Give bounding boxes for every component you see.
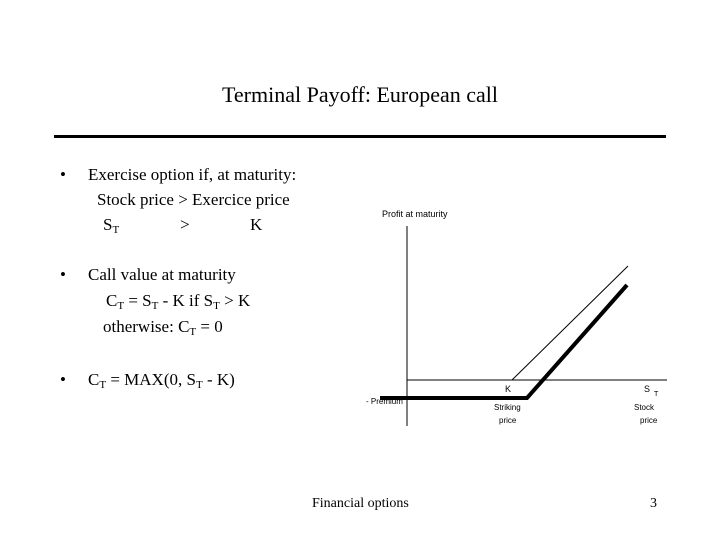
otherwise-text: otherwise: C [103,317,190,336]
greater-k-text: > K [219,291,251,310]
equals-zero-text: = 0 [196,317,223,336]
stock-label-1: Stock [634,403,655,412]
profit-line [380,285,627,398]
bullet-1-line-2: Stock price > Exercice price [97,190,290,209]
payoff-line [512,266,628,380]
bullet-2-line-1: Call value at maturity [88,265,236,284]
greater-than-symbol: > [180,215,190,234]
st-axis-label: S [644,384,651,394]
ct-symbol-3: C [88,370,100,389]
ct-subscript: T [117,300,125,312]
max-text: = MAX(0, S [106,370,196,389]
k-symbol: K [250,215,263,234]
y-axis-label: Profit at maturity [382,209,448,219]
ct-symbol: C [106,291,118,310]
bullet-marker-3: • [60,370,66,389]
st-subscript-3: T [195,379,203,391]
minus-k-if-text: - K if S [158,291,214,310]
st-subscript-b: T [213,300,220,312]
striking-label-1: Striking [494,403,521,412]
bullet-1-line-1: Exercise option if, at maturity: [88,165,297,184]
equals-st-text: = S [124,291,152,310]
bullet-marker-2: • [60,265,66,284]
st-symbol: S [103,215,113,234]
st-subscript: T [112,224,120,236]
page-number: 3 [650,496,657,511]
ct-subscript-2: T [189,326,197,338]
bullet-marker-1: • [60,165,66,184]
slide-title: Terminal Payoff: European call [221,82,498,107]
k-axis-label: K [505,384,512,394]
st-subscript-a: T [151,300,159,312]
st-axis-subscript: T [654,391,659,398]
striking-label-2: price [499,416,517,425]
footer-title: Financial options [312,496,409,511]
minus-k-close-text: - K) [202,370,235,389]
premium-label: - Premium [366,397,403,406]
ct-subscript-3: T [99,379,107,391]
stock-label-2: price [640,416,658,425]
